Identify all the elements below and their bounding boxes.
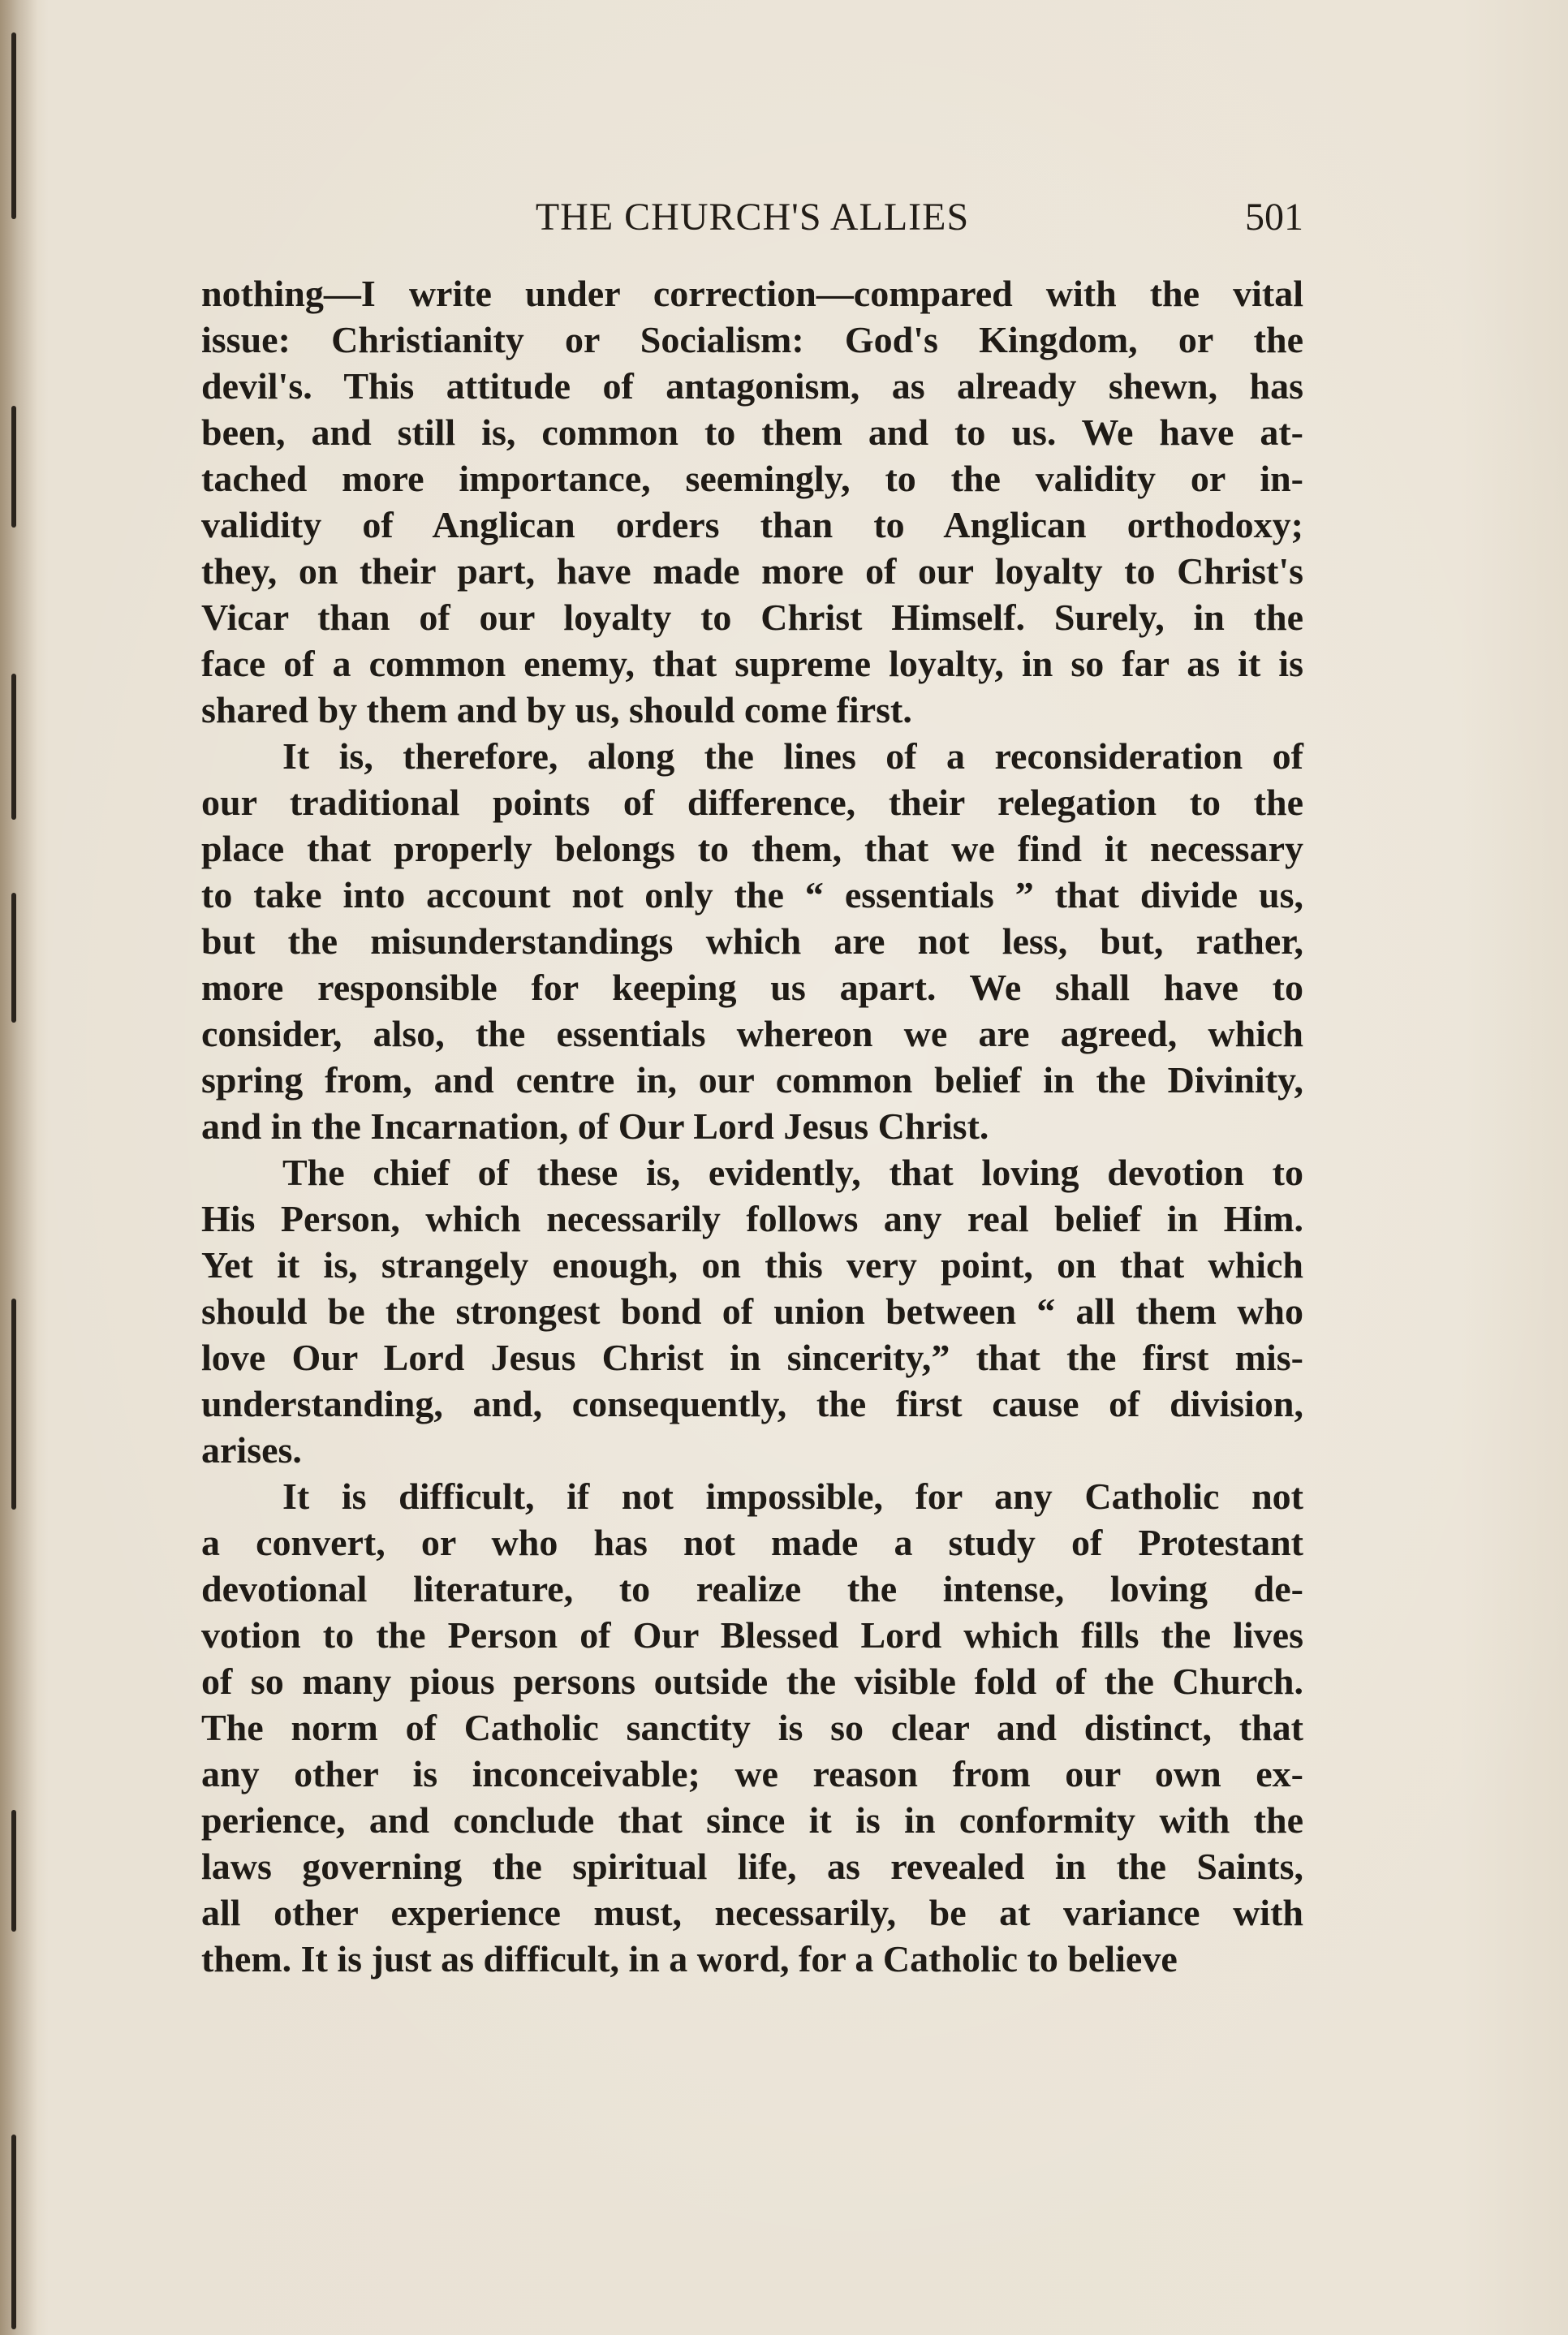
text-line: and in the Incarnation, of Our Lord Jesus Christ.: [201, 1105, 989, 1147]
text-line: Vicar than of our loyalty to Christ Himself. Surely, in the: [201, 597, 1303, 638]
text-line: face of a common enemy, that supreme loyalty, in so far as it is: [201, 643, 1303, 684]
text-line: our traditional points of difference, their relegation to the: [201, 782, 1303, 823]
text-line: shared by them and by us, should come first.: [201, 689, 912, 730]
text-line: arises.: [201, 1429, 302, 1471]
text-line: Yet it is, strangely enough, on this very point, on that which: [201, 1244, 1303, 1286]
text-line: but the misunderstandings which are not less, but, rather,: [201, 920, 1303, 962]
text-line: place that properly belongs to them, that we find it necessary: [201, 828, 1303, 869]
text-line: understanding, and, consequently, the first cause of division,: [201, 1383, 1303, 1424]
text-line: all other experience must, necessarily, be at variance with: [201, 1892, 1303, 1933]
text-line: His Person, which necessarily follows any real belief in Him.: [201, 1198, 1303, 1239]
binding-thread-mark: [11, 406, 16, 528]
paragraph: [201, 270, 1303, 733]
text-line: issue: Christianity or Socialism: God's Kingdom, or the: [201, 319, 1303, 360]
binding-thread-mark: [11, 1299, 16, 1510]
binding-gutter-shadow: [0, 0, 37, 2335]
text-line: been, and still is, common to them and to us. We have at-: [201, 411, 1303, 453]
text-line: any other is inconceivable; we reason from our own ex-: [201, 1753, 1303, 1794]
text-line: The chief of these is, evidently, that loving devotion to: [282, 1152, 1303, 1193]
text-line: of so many pious persons outside the visible fold of the Church.: [201, 1661, 1303, 1702]
binding-thread-mark: [11, 1810, 16, 1932]
page-number: 501: [1245, 196, 1303, 239]
text-line: tached more importance, seemingly, to the validity or in-: [201, 458, 1303, 499]
running-title: THE CHURCH'S ALLIES: [535, 196, 970, 239]
text-line: more responsible for keeping us apart. We shall have to: [201, 967, 1303, 1008]
text-line: to take into account not only the “ essentials ” that divide us,: [201, 874, 1303, 915]
text-line: votion to the Person of Our Blessed Lord which fills the lives: [201, 1614, 1303, 1656]
paragraph: [201, 1473, 1303, 1982]
text-line: nothing—I write under correction—compared with the vital: [201, 273, 1303, 314]
text-line: them. It is just as difficult, in a word, for a Catholic to believe: [201, 1938, 1178, 1980]
binding-thread-mark: [11, 2135, 16, 2329]
text-line: validity of Anglican orders than to Anglican orthodoxy;: [201, 504, 1303, 545]
text-line: devil's. This attitude of antagonism, as already shewn, has: [201, 365, 1303, 407]
paragraph: [201, 1149, 1303, 1473]
binding-thread-mark: [11, 32, 16, 219]
text-line: The norm of Catholic sanctity is so clear and distinct, that: [201, 1707, 1303, 1748]
text-line: love Our Lord Jesus Christ in sincerity,” that the first mis-: [201, 1337, 1303, 1378]
binding-thread-mark: [11, 893, 16, 1023]
text-line: It is, therefore, along the lines of a reconsideration of: [282, 735, 1303, 777]
running-header: [201, 195, 1303, 252]
text-line: spring from, and centre in, our common belief in the Divinity,: [201, 1059, 1303, 1101]
text-line: It is difficult, if not impossible, for any Catholic not: [282, 1476, 1303, 1517]
body-text: [201, 270, 1303, 1982]
text-line: devotional literature, to realize the intense, loving de-: [201, 1568, 1303, 1609]
text-line: a convert, or who has not made a study of Protestant: [201, 1522, 1303, 1563]
paragraph: [201, 733, 1303, 1149]
text-line: they, on their part, have made more of our loyalty to Christ's: [201, 550, 1303, 592]
binding-thread-mark: [11, 674, 16, 820]
text-line: consider, also, the essentials whereon we are agreed, which: [201, 1013, 1303, 1054]
text-line: laws governing the spiritual life, as revealed in the Saints,: [201, 1846, 1303, 1887]
text-line: perience, and conclude that since it is in conformity with the: [201, 1799, 1303, 1841]
text-line: should be the strongest bond of union between “ all them who: [201, 1290, 1303, 1332]
